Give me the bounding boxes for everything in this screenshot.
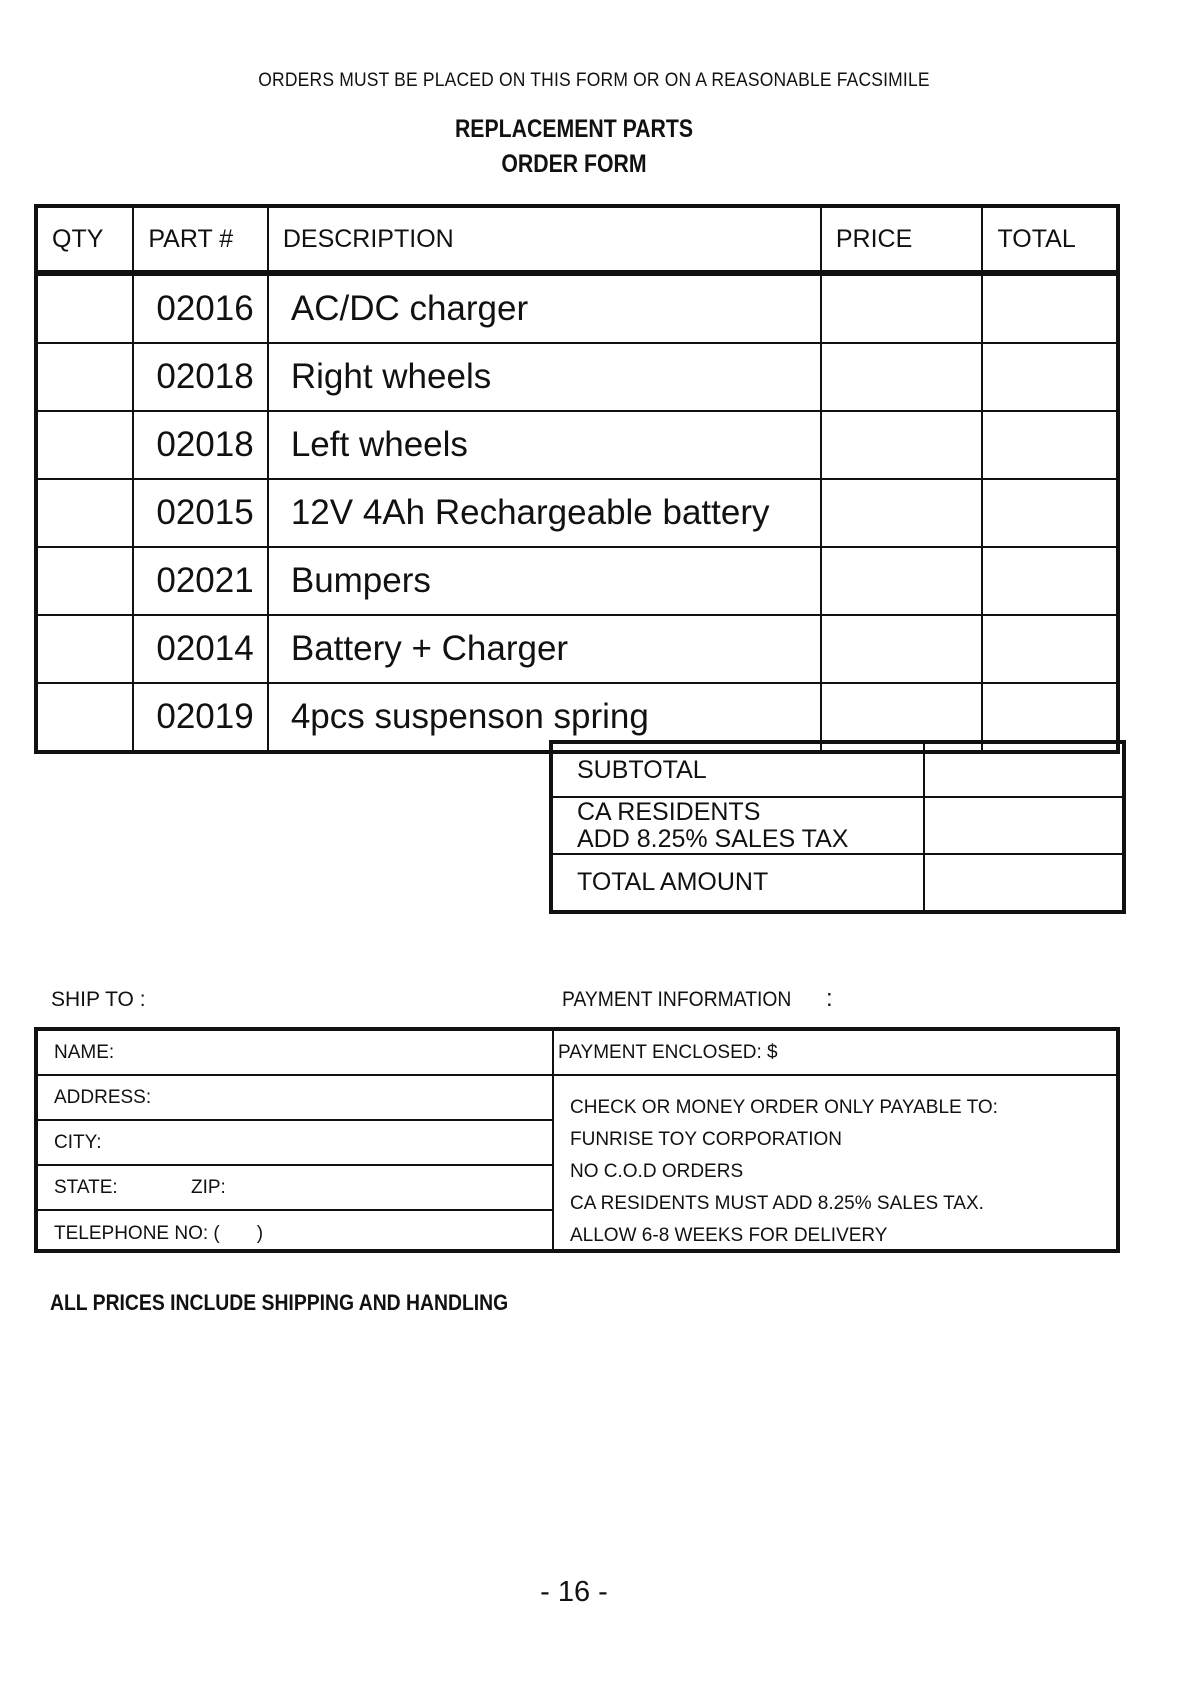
- state-label: STATE:: [54, 1176, 118, 1198]
- part-number: 02015: [133, 479, 267, 547]
- form-title-line2: ORDER FORM: [501, 150, 647, 178]
- price-cell[interactable]: [821, 615, 983, 683]
- part-number: 02018: [133, 343, 267, 411]
- table-row: [36, 479, 1118, 547]
- subtotal-row: [551, 742, 1124, 797]
- total-amount-row: [551, 854, 1124, 912]
- name-label: NAME:: [54, 1041, 115, 1063]
- part-number: 02021: [133, 547, 267, 615]
- payment-line: NO C.O.D ORDERS: [570, 1161, 744, 1182]
- payment-instructions: [554, 1076, 1116, 1252]
- header-price: PRICE: [821, 206, 983, 273]
- payment-enclosed-field[interactable]: [554, 1031, 1116, 1076]
- order-notice: ORDERS MUST BE PLACED ON THIS FORM OR ON A REASONABLE FACSIMILE: [258, 70, 930, 91]
- part-number: 02019: [133, 683, 267, 752]
- price-cell[interactable]: [821, 411, 983, 479]
- state-zip-field[interactable]: [38, 1166, 552, 1211]
- payment-line: CA RESIDENTS MUST ADD 8.25% SALES TAX.: [570, 1193, 984, 1214]
- form-title-line1: REPLACEMENT PARTS: [454, 115, 694, 143]
- tax-field[interactable]: [924, 797, 1124, 854]
- telephone-label: TELEPHONE NO: ( ): [54, 1222, 264, 1244]
- price-cell[interactable]: [821, 547, 983, 615]
- page-number: - 16 -: [540, 1576, 608, 1608]
- city-field[interactable]: [38, 1121, 552, 1166]
- header-description: DESCRIPTION: [268, 206, 821, 273]
- total-cell[interactable]: [982, 411, 1118, 479]
- part-number: 02014: [133, 615, 267, 683]
- table-row: [36, 273, 1118, 343]
- parts-header-row: [36, 206, 1118, 273]
- address-label: ADDRESS:: [54, 1086, 152, 1108]
- payment-line: ALLOW 6-8 WEEKS FOR DELIVERY: [570, 1225, 888, 1246]
- subtotal-label: SUBTOTAL: [551, 742, 924, 797]
- qty-cell[interactable]: [36, 479, 133, 547]
- payment-info-colon: :: [826, 985, 833, 1012]
- subtotal-field[interactable]: [924, 742, 1124, 797]
- payment-box: [554, 1031, 1116, 1249]
- table-row: [36, 343, 1118, 411]
- payment-line: CHECK OR MONEY ORDER ONLY PAYABLE TO:: [570, 1097, 998, 1118]
- description: 12V 4Ah Rechargeable battery: [268, 479, 821, 547]
- qty-cell[interactable]: [36, 547, 133, 615]
- table-row: [36, 547, 1118, 615]
- city-label: CITY:: [54, 1131, 102, 1153]
- total-amount-label: TOTAL AMOUNT: [551, 854, 924, 912]
- price-cell[interactable]: [821, 343, 983, 411]
- payment-line: FUNRISE TOY CORPORATION: [570, 1129, 843, 1150]
- total-cell[interactable]: [982, 479, 1118, 547]
- tax-row: [551, 797, 1124, 854]
- parts-table: [34, 204, 1120, 754]
- total-cell[interactable]: [982, 615, 1118, 683]
- header-qty: QTY: [36, 206, 133, 273]
- qty-cell[interactable]: [36, 343, 133, 411]
- payment-enclosed-label: PAYMENT ENCLOSED: $: [558, 1041, 778, 1063]
- qty-cell[interactable]: [36, 683, 133, 752]
- description: AC/DC charger: [268, 273, 821, 343]
- qty-cell[interactable]: [36, 615, 133, 683]
- part-number: 02018: [133, 411, 267, 479]
- telephone-field[interactable]: [38, 1211, 552, 1256]
- description: Battery + Charger: [268, 615, 821, 683]
- shipping-note: ALL PRICES INCLUDE SHIPPING AND HANDLING: [50, 1290, 509, 1315]
- ship-to-label: SHIP TO :: [51, 988, 146, 1011]
- ship-payment-box: [34, 1027, 1120, 1253]
- total-cell[interactable]: [982, 547, 1118, 615]
- name-field[interactable]: [38, 1031, 552, 1076]
- table-row: [36, 615, 1118, 683]
- qty-cell[interactable]: [36, 411, 133, 479]
- description: Left wheels: [268, 411, 821, 479]
- tax-label: [551, 797, 924, 854]
- price-cell[interactable]: [821, 273, 983, 343]
- total-amount-field[interactable]: [924, 854, 1124, 912]
- qty-cell[interactable]: [36, 273, 133, 343]
- ship-to-box: [38, 1031, 554, 1249]
- table-row: [36, 411, 1118, 479]
- header-total: TOTAL: [982, 206, 1118, 273]
- part-number: 02016: [133, 273, 267, 343]
- total-cell[interactable]: [982, 343, 1118, 411]
- totals-table: [549, 740, 1126, 914]
- description: 4pcs suspenson spring: [268, 683, 821, 752]
- total-cell[interactable]: [982, 273, 1118, 343]
- tax-label-line2: ADD 8.25% SALES TAX: [577, 824, 849, 853]
- tax-label-line1: CA RESIDENTS: [577, 797, 761, 826]
- payment-info-label: PAYMENT INFORMATION: [562, 988, 792, 1011]
- zip-label: ZIP:: [191, 1176, 226, 1198]
- address-field[interactable]: [38, 1076, 552, 1121]
- header-part: PART #: [133, 206, 267, 273]
- description: Bumpers: [268, 547, 821, 615]
- description: Right wheels: [268, 343, 821, 411]
- price-cell[interactable]: [821, 479, 983, 547]
